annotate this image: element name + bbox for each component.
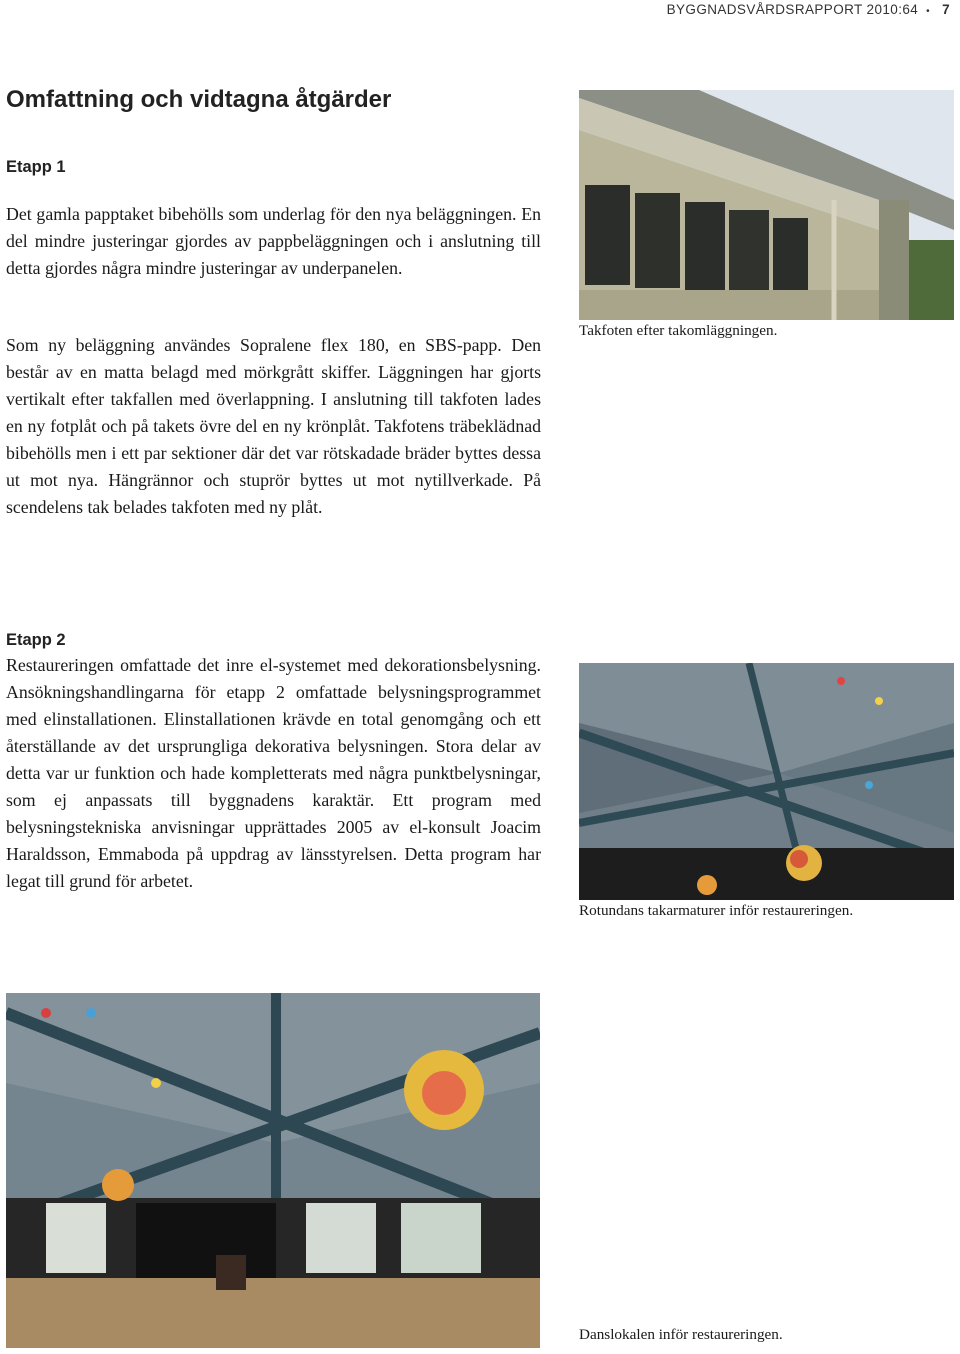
- eaves-photo-caption: Takfoten efter takomläggningen.: [579, 322, 778, 339]
- rotunda-ceiling-caption: Rotundans takarmaturer inför restaureringen.: [579, 902, 854, 919]
- etapp2-heading: Etapp 2: [6, 631, 66, 649]
- rotunda-ceiling-photo-image: [579, 663, 954, 900]
- etapp1-paragraph-2: Som ny beläggning användes Sopralene flex 180, en SBS-papp. Den består av en matta belagd med mörkgrått skiffer. Läggningen har gjorts vertikalt efter takfallen med överlappning. I anslutning till takfoten lades en ny fotplåt och på takets övre del en ny krönplåt. Takfotens träbeklädnad bibehölls men i ett par sektioner där det var rötskadade bräder byttes dessa ut mot nya. Hängrännor och stuprör byttes ut mot nytillverkade. På scendelens tak belades takfoten med ny plåt.: [6, 335, 541, 517]
- section-title: Omfattning och vidtagna åtgärder: [6, 86, 392, 113]
- publication-title: BYGGNADSVÅRDSRAPPORT 2010:64: [666, 2, 919, 17]
- etapp1-paragraph-1: Det gamla papptaket bibehölls som underlag för den nya beläggningen. En del mindre justeringar gjordes av pappbeläggningen och i anslutning till detta gjordes några mindre justeringar av underpanelen.: [6, 204, 541, 278]
- etapp2-paragraph: Restaureringen omfattade det inre el-systemet med dekorationsbelysning. Ansökningshandlingarna för etapp 2 omfattade belysningsprogrammet med elinstallationen. Elinstallationen krävde en total genomgång och ett återställande av det ursprungliga dekorativa belysningen. Stora delar av detta var ur funktion och hade kompletterats med några punktbelysningar, som ej anpassats till byggnadens karaktär. Ett program med belysningstekniska anvisningar upprättades 2005 av el-konsult Joacim Haraldsson, Emmaboda på uppdrag av länsstyrelsen. Detta program har legat till grund för arbetet.: [6, 655, 541, 891]
- eaves-photo: [579, 90, 954, 320]
- header-separator: •: [926, 6, 931, 17]
- dance-hall-photo: [6, 993, 540, 1348]
- eaves-photo-image: [579, 90, 954, 320]
- rotunda-ceiling-photo: [579, 663, 954, 900]
- etapp1-heading: Etapp 1: [6, 158, 66, 176]
- dance-hall-photo-image: [6, 993, 540, 1348]
- dance-hall-caption: Danslokalen inför restaureringen.: [579, 1326, 783, 1343]
- page-number: 7: [942, 2, 950, 17]
- running-header: [667, 2, 950, 17]
